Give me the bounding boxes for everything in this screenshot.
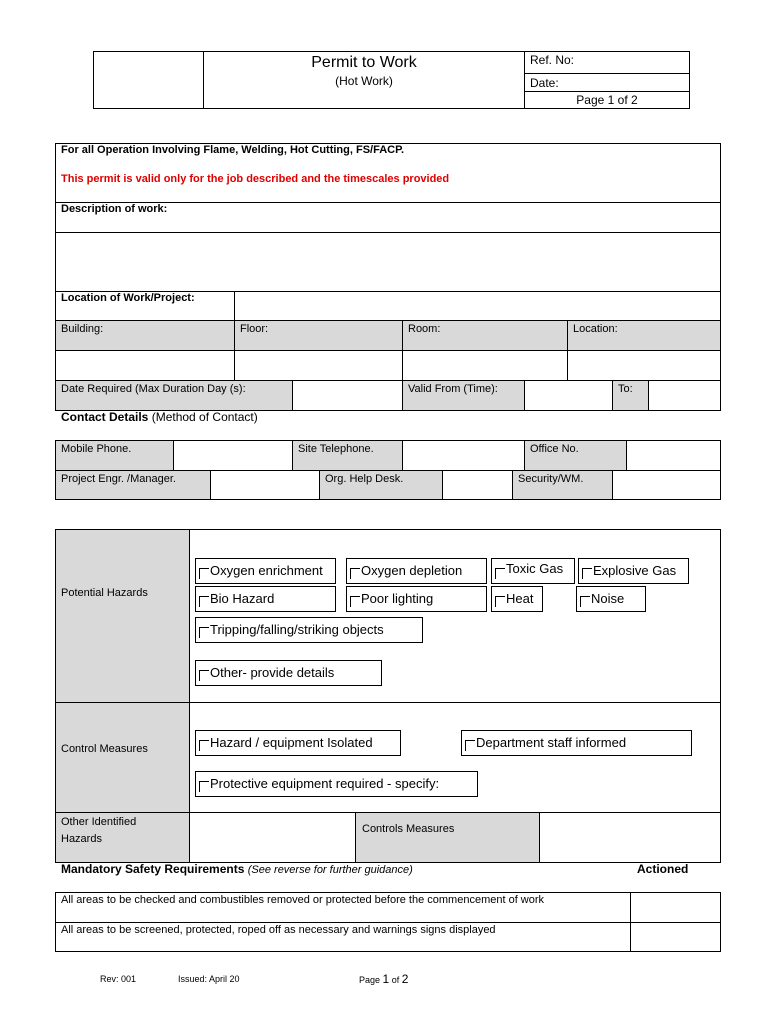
footer-page-of: of [391, 975, 400, 985]
date-label: Date: [530, 76, 559, 90]
checkbox-explosive-gas[interactable] [578, 558, 689, 584]
location-sub-label: Location: [573, 323, 618, 335]
building-label: Building: [61, 323, 104, 335]
description-label: Description of work: [61, 203, 168, 215]
valid-from-field[interactable] [525, 381, 612, 410]
checkbox-label: Heat [506, 591, 534, 606]
validity-text: This permit is valid only for the job described and the timescales provided [61, 173, 450, 185]
contact-heading-title: Contact Details [61, 410, 149, 424]
checkbox-oxygen-enrichment[interactable] [195, 558, 336, 584]
footer-page-total: 2 [401, 972, 409, 986]
site-tel-field[interactable] [403, 441, 524, 470]
building-field[interactable] [56, 351, 234, 380]
actioned-field-2[interactable] [631, 923, 720, 951]
location-label: Location of Work/Project: [61, 292, 195, 304]
checkbox-label: Protective equipment required - specify: [210, 776, 440, 791]
checkbox-icon [199, 781, 209, 792]
page-title: Permit to Work [311, 54, 417, 71]
checkbox-other[interactable] [195, 660, 382, 686]
checkbox-icon [582, 568, 592, 579]
controls-measures-label: Controls Measures [362, 823, 455, 835]
floor-label: Floor: [240, 323, 269, 335]
checkbox-label: Explosive Gas [593, 563, 677, 578]
checkbox-label: Other- provide details [210, 665, 335, 680]
floor-field[interactable] [235, 351, 402, 380]
page-subtitle: (Hot Work) [335, 74, 393, 88]
checkbox-label: Department staff informed [476, 735, 627, 750]
checkbox-oxygen-depletion[interactable] [346, 558, 487, 584]
actioned-field-1[interactable] [631, 893, 720, 922]
checkbox-icon [199, 627, 209, 638]
site-tel-label: Site Telephone. [298, 443, 374, 455]
potential-hazards-cell [56, 530, 189, 702]
mobile-label: Mobile Phone. [61, 443, 132, 455]
control-measures-label: Control Measures [61, 743, 148, 755]
location-sub-field[interactable] [568, 351, 720, 380]
mandatory-row-1: All areas to be checked and combustibles removed or protected before the commencement of work [61, 894, 545, 906]
room-label: Room: [408, 323, 441, 335]
logo-area [94, 52, 203, 108]
checkbox-icon [199, 740, 209, 751]
checkbox-icon [199, 568, 209, 579]
office-label: Office No. [530, 443, 579, 455]
mandatory-row-2: All areas to be screened, protected, roped off as necessary and warnings signs displayed [61, 924, 496, 936]
security-label: Security/WM. [518, 473, 584, 485]
valid-from-label: Valid From (Time): [408, 383, 498, 395]
checkbox-toxic-gas[interactable] [491, 558, 575, 584]
checkbox-staff-informed[interactable] [461, 730, 692, 756]
potential-hazards-label: Potential Hazards [61, 587, 148, 599]
checkbox-label: Noise [591, 591, 625, 606]
checkbox-heat[interactable] [491, 586, 543, 612]
checkbox-noise[interactable] [576, 586, 646, 612]
checkbox-poor-lighting[interactable] [346, 586, 487, 612]
checkbox-icon [580, 596, 590, 607]
contact-heading [61, 410, 258, 424]
checkbox-hazard-isolated[interactable] [195, 730, 401, 756]
checkbox-label: Toxic Gas [506, 561, 564, 576]
mobile-field[interactable] [174, 441, 292, 470]
checkbox-icon [350, 596, 360, 607]
checkbox-icon [495, 568, 505, 579]
to-label: To: [618, 383, 633, 395]
footer-page-prefix: Page [359, 975, 381, 985]
control-measures-cell [56, 703, 189, 812]
operations-text: For all Operation Involving Flame, Welding, Hot Cutting, FS/FACP. [61, 144, 405, 156]
other-identified-field[interactable] [190, 813, 355, 862]
mandatory-heading [61, 862, 413, 876]
page-indicator: Page 1 of 2 [576, 93, 638, 107]
project-engr-label: Project Engr. /Manager. [61, 473, 176, 485]
footer-page-num: 1 [382, 972, 390, 986]
checkbox-protective-equipment[interactable] [195, 771, 478, 797]
checkbox-icon [350, 568, 360, 579]
footer-page [359, 972, 408, 986]
mandatory-heading-title: Mandatory Safety Requirements [61, 862, 245, 876]
ref-no-label: Ref. No: [530, 53, 575, 67]
checkbox-tripping[interactable] [195, 617, 423, 643]
org-help-label: Org. Help Desk. [325, 473, 404, 485]
controls-measures-cell [356, 813, 539, 862]
controls-measures-field[interactable] [540, 813, 720, 862]
description-field[interactable] [56, 233, 720, 291]
project-engr-field[interactable] [211, 471, 319, 499]
actioned-label: Actioned [637, 862, 689, 876]
checkbox-label: Poor lighting [361, 591, 434, 606]
org-help-field[interactable] [443, 471, 512, 499]
checkbox-label: Tripping/falling/striking objects [210, 622, 384, 637]
checkbox-icon [199, 670, 209, 681]
checkbox-label: Oxygen depletion [361, 563, 463, 578]
mandatory-heading-note: (See reverse for further guidance) [247, 864, 413, 876]
checkbox-label: Hazard / equipment Isolated [210, 735, 373, 750]
location-field[interactable] [235, 292, 720, 320]
date-required-field[interactable] [293, 381, 402, 410]
to-field[interactable] [649, 381, 720, 410]
footer-issued: Issued: April 20 [178, 974, 240, 984]
office-field[interactable] [627, 441, 720, 470]
date-required-label: Date Required (Max Duration Day (s): [61, 383, 246, 395]
security-field[interactable] [613, 471, 720, 499]
checkbox-icon [199, 596, 209, 607]
other-identified-label: Other Identified Hazards [61, 816, 137, 845]
contact-heading-note: (Method of Contact) [151, 410, 258, 424]
checkbox-icon [495, 596, 505, 607]
checkbox-label: Bio Hazard [210, 591, 275, 606]
checkbox-bio-hazard[interactable] [195, 586, 336, 612]
checkbox-icon [465, 740, 475, 751]
room-field[interactable] [403, 351, 567, 380]
checkbox-label: Oxygen enrichment [210, 563, 323, 578]
footer-rev: Rev: 001 [100, 974, 137, 984]
